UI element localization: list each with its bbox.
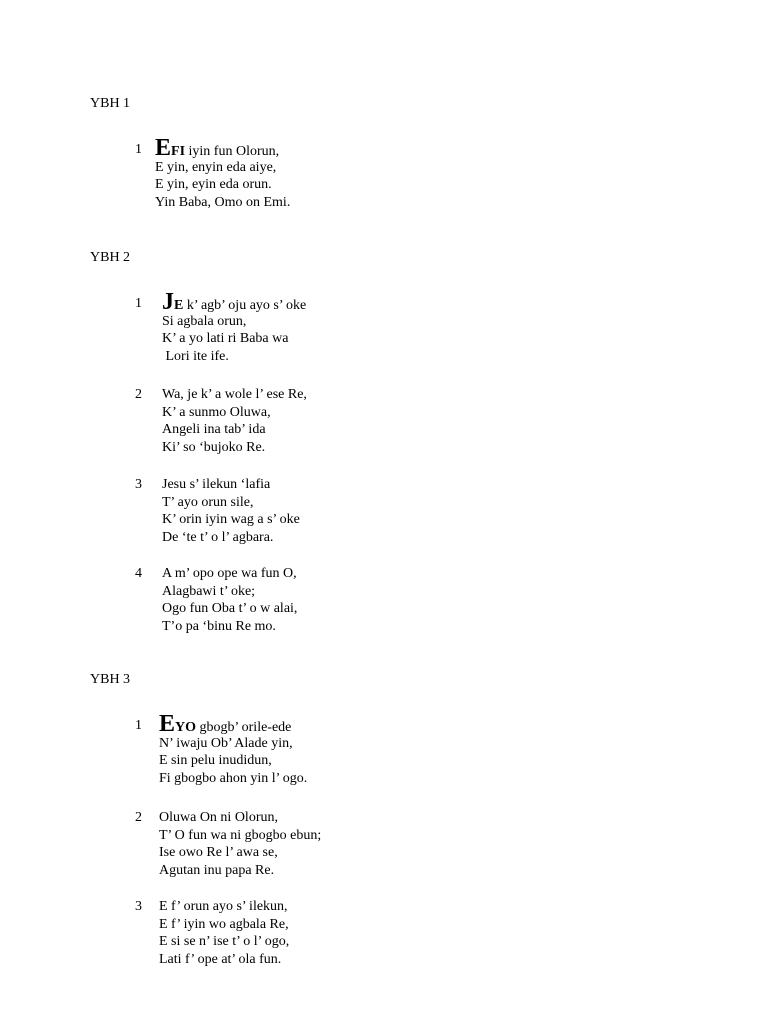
- verse-line: Lati f’ ope at’ ola fun.: [159, 952, 282, 968]
- hymn-title-ybh-2: YBH 2: [90, 250, 131, 265]
- first-line-text: k’ agb’ oju ayo s’ oke: [183, 298, 307, 313]
- verse-line: K’ a sunmo Oluwa,: [162, 404, 271, 420]
- verse-line: Ise owo Re l’ awa se,: [159, 845, 278, 861]
- stanza-number: 3: [135, 899, 142, 914]
- stanza-number: 1: [135, 718, 142, 733]
- drop-cap-word: YO: [175, 720, 197, 735]
- verse-line: Lori ite ife.: [162, 349, 229, 365]
- hymn-title-ybh-3: YBH 3: [90, 672, 131, 687]
- verse-line: E yin, eyin eda orun.: [155, 177, 272, 193]
- verse-line: Ogo fun Oba t’ o w alai,: [162, 601, 298, 617]
- verse-line: Alagbawi t’ oke;: [162, 583, 256, 599]
- verse-line: K’ orin iyin wag a s’ oke: [162, 512, 300, 528]
- stanza-number: 2: [135, 810, 142, 825]
- verse-line: E si se n’ ise t’ o l’ ogo,: [159, 934, 290, 950]
- stanza-first-line: Wa, je k’ a wole l’ ese Re,: [162, 387, 307, 402]
- stanza-number: 4: [135, 566, 142, 581]
- stanza-first-line: E f’ orun ayo s’ ilekun,: [159, 899, 288, 914]
- stanza-number: 3: [135, 477, 142, 492]
- verse-line: Fi gbogbo ahon yin l’ ogo.: [159, 771, 308, 787]
- stanza-first-line: [162, 289, 307, 315]
- stanza-lines: [159, 809, 321, 880]
- drop-cap-word: E: [174, 298, 184, 313]
- stanza-lines: [162, 565, 297, 636]
- stanza-number: 2: [135, 387, 142, 402]
- verse-line: N’ iwaju Ob’ Alade yin,: [159, 735, 293, 751]
- verse-line: Yin Baba, Omo on Emi.: [155, 195, 291, 211]
- stanza-first-line: Oluwa On ni Olorun,: [159, 810, 278, 825]
- verse-line: K’ a yo lati ri Baba wa: [162, 331, 289, 347]
- drop-cap-letter: E: [159, 711, 176, 737]
- stanza-lines: [162, 476, 300, 547]
- verse-line: Agutan inu papa Re.: [159, 863, 275, 879]
- stanza-first-line: Jesu s’ ilekun ‘lafia: [162, 477, 271, 492]
- first-line-text: gbogb’ orile-ede: [196, 720, 292, 735]
- verse-line: Angeli ina tab’ ida: [162, 422, 266, 438]
- stanza-first-line: [155, 135, 290, 161]
- stanza-first-line: A m’ opo ope wa fun O,: [162, 566, 297, 581]
- verse-line: De ‘te t’ o l’ agbara.: [162, 530, 274, 546]
- drop-cap-word: FI: [171, 144, 186, 159]
- drop-cap-letter: J: [162, 289, 174, 315]
- stanza-lines: [162, 289, 307, 366]
- hymn-title-ybh-1: YBH 1: [90, 96, 131, 111]
- stanza-lines: [159, 898, 289, 969]
- stanza-lines: [159, 711, 308, 788]
- drop-cap-letter: E: [155, 135, 172, 161]
- stanza-first-line: [159, 711, 307, 737]
- verse-line: E yin, enyin eda aiye,: [155, 159, 277, 175]
- verse-line: T’o pa ‘binu Re mo.: [162, 619, 276, 635]
- verse-line: E sin pelu inudidun,: [159, 753, 272, 769]
- verse-line: E f’ iyin wo agbala Re,: [159, 916, 289, 932]
- stanza-number: 1: [135, 296, 142, 311]
- verse-line: T’ O fun wa ni gbogbo ebun;: [159, 827, 322, 843]
- verse-line: Si agbala orun,: [162, 313, 247, 329]
- stanza-number: 1: [135, 142, 142, 157]
- verse-line: Ki’ so ‘bujoko Re.: [162, 440, 266, 456]
- stanza-lines: [155, 135, 291, 212]
- first-line-text: iyin fun Olorun,: [185, 144, 280, 159]
- stanza-lines: [162, 386, 307, 457]
- verse-line: T’ ayo orun sile,: [162, 494, 254, 510]
